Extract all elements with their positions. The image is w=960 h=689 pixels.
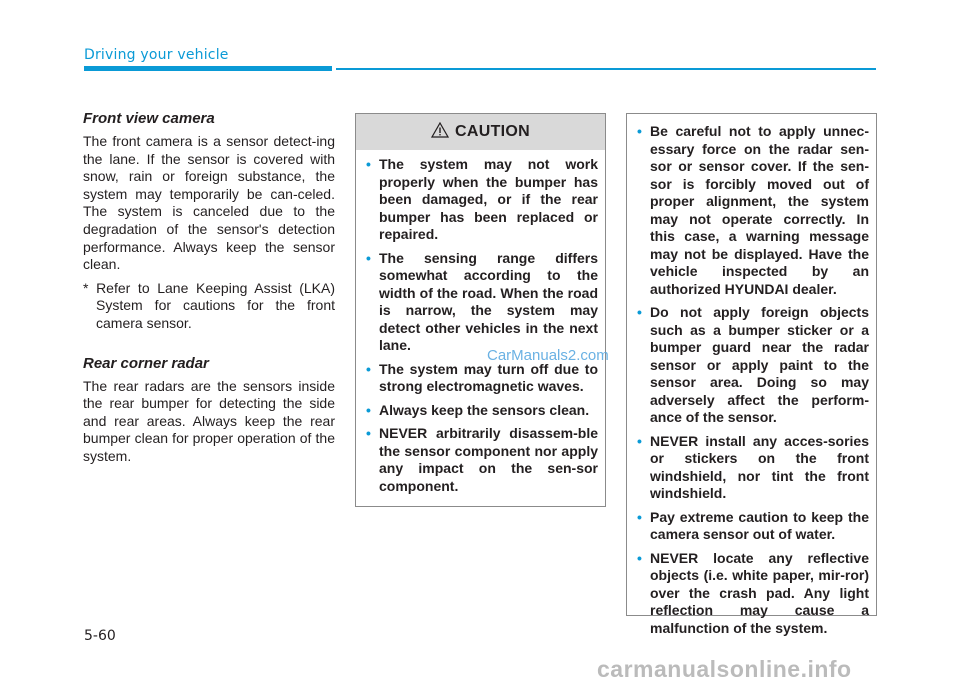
list-item-text: NEVER arbitrarily disassem-ble the sensor component nor apply any impact on the sen-sor component. bbox=[379, 425, 598, 494]
page-number: 5-60 bbox=[84, 628, 116, 644]
header-title: Driving your vehicle bbox=[84, 47, 229, 63]
caution-header bbox=[356, 114, 605, 150]
warning-triangle-icon bbox=[431, 122, 449, 143]
bullet-icon: • bbox=[366, 156, 371, 172]
list-item bbox=[366, 250, 598, 355]
bullet-icon: • bbox=[637, 508, 642, 525]
bullet-icon: • bbox=[366, 401, 371, 418]
list-item bbox=[366, 425, 598, 495]
list-item bbox=[366, 361, 598, 396]
list-item-text: The system may not work properly when the bumper has been damaged, or if the rear bumper has been replaced or repaired. bbox=[379, 156, 598, 242]
front-camera-note: * Refer to Lane Keeping Assist (LKA) System for cautions for the front camera sensor. bbox=[83, 279, 335, 331]
header-rule-thick bbox=[84, 66, 332, 71]
list-item-text: The system may turn off due to strong electromagnetic waves. bbox=[379, 360, 598, 394]
front-camera-heading: Front view camera bbox=[83, 110, 215, 127]
bullet-icon: • bbox=[366, 360, 371, 377]
list-item-text: Be careful not to apply unnec-essary force on the radar sen-sor or sensor cover. If the sen-sor is forcibly moved out of proper alignment, the system may not operate correctly. In this case, a warning message may not be displayed. Have the vehicle inspected by an authorized HYUNDAI dealer. bbox=[650, 123, 869, 297]
caution-title: CAUTION bbox=[455, 123, 530, 140]
bullet-icon: • bbox=[366, 249, 371, 266]
caution-list bbox=[356, 156, 605, 495]
list-item bbox=[637, 123, 869, 298]
rear-radar-heading: Rear corner radar bbox=[83, 354, 209, 372]
list-item bbox=[366, 156, 598, 244]
list-item-text: Pay extreme caution to keep the camera sensor out of water. bbox=[650, 508, 869, 542]
front-camera-body: The front camera is a sensor detect-ing the lane. If the sensor is covered with snow, rain or foreign substance, the system may temporarily be can-celed. The system is canceled due to the degradation of the sensor's detection performance. Always keep the sensor clean. bbox=[83, 133, 335, 273]
left-column bbox=[83, 110, 335, 466]
list-item bbox=[366, 402, 598, 420]
watermark: CarManuals2.com bbox=[487, 347, 609, 364]
bullet-icon: • bbox=[637, 123, 642, 139]
bullet-icon: • bbox=[637, 304, 642, 320]
section-spacer bbox=[83, 333, 335, 355]
header-rule-thin bbox=[336, 68, 876, 70]
caution-continued-list bbox=[627, 123, 876, 637]
caution-continued-box bbox=[626, 113, 877, 636]
list-item-text: Always keep the sensors clean. bbox=[379, 401, 590, 418]
list-item-text: The sensing range differs somewhat according to the width of the road. When the road is narrow, the system may detect other vehicles in the next lane. bbox=[379, 249, 598, 353]
list-item bbox=[637, 433, 869, 503]
footer-site-logo[interactable]: carmanualsonline.info bbox=[597, 656, 852, 682]
caution-box bbox=[355, 113, 606, 507]
list-item bbox=[637, 304, 869, 427]
list-item bbox=[637, 550, 869, 638]
bullet-icon: • bbox=[637, 549, 642, 566]
list-item bbox=[637, 509, 869, 544]
bullet-icon: • bbox=[637, 432, 642, 449]
list-item-text: Do not apply foreign objects such as a bumper sticker or a bumper guard near the radar sensor or apply paint to the sensor area. Doing so may adversely affect the perform-ance of the sensor. bbox=[650, 304, 869, 425]
list-item-text: NEVER install any acces-sories or stickers on the front windshield, nor tint the front windshield. bbox=[650, 432, 869, 501]
rear-radar-body: The rear radars are the sensors inside the rear bumper for detecting the side and rear areas. Always keep the rear bumper clean for proper operation of the system. bbox=[83, 377, 335, 464]
list-item-text: NEVER locate any reflective objects (i.e. white paper, mir-ror) over the crash pad. Any light reflection may cause a malfunction of the system. bbox=[650, 549, 869, 636]
bullet-icon: • bbox=[366, 425, 371, 441]
